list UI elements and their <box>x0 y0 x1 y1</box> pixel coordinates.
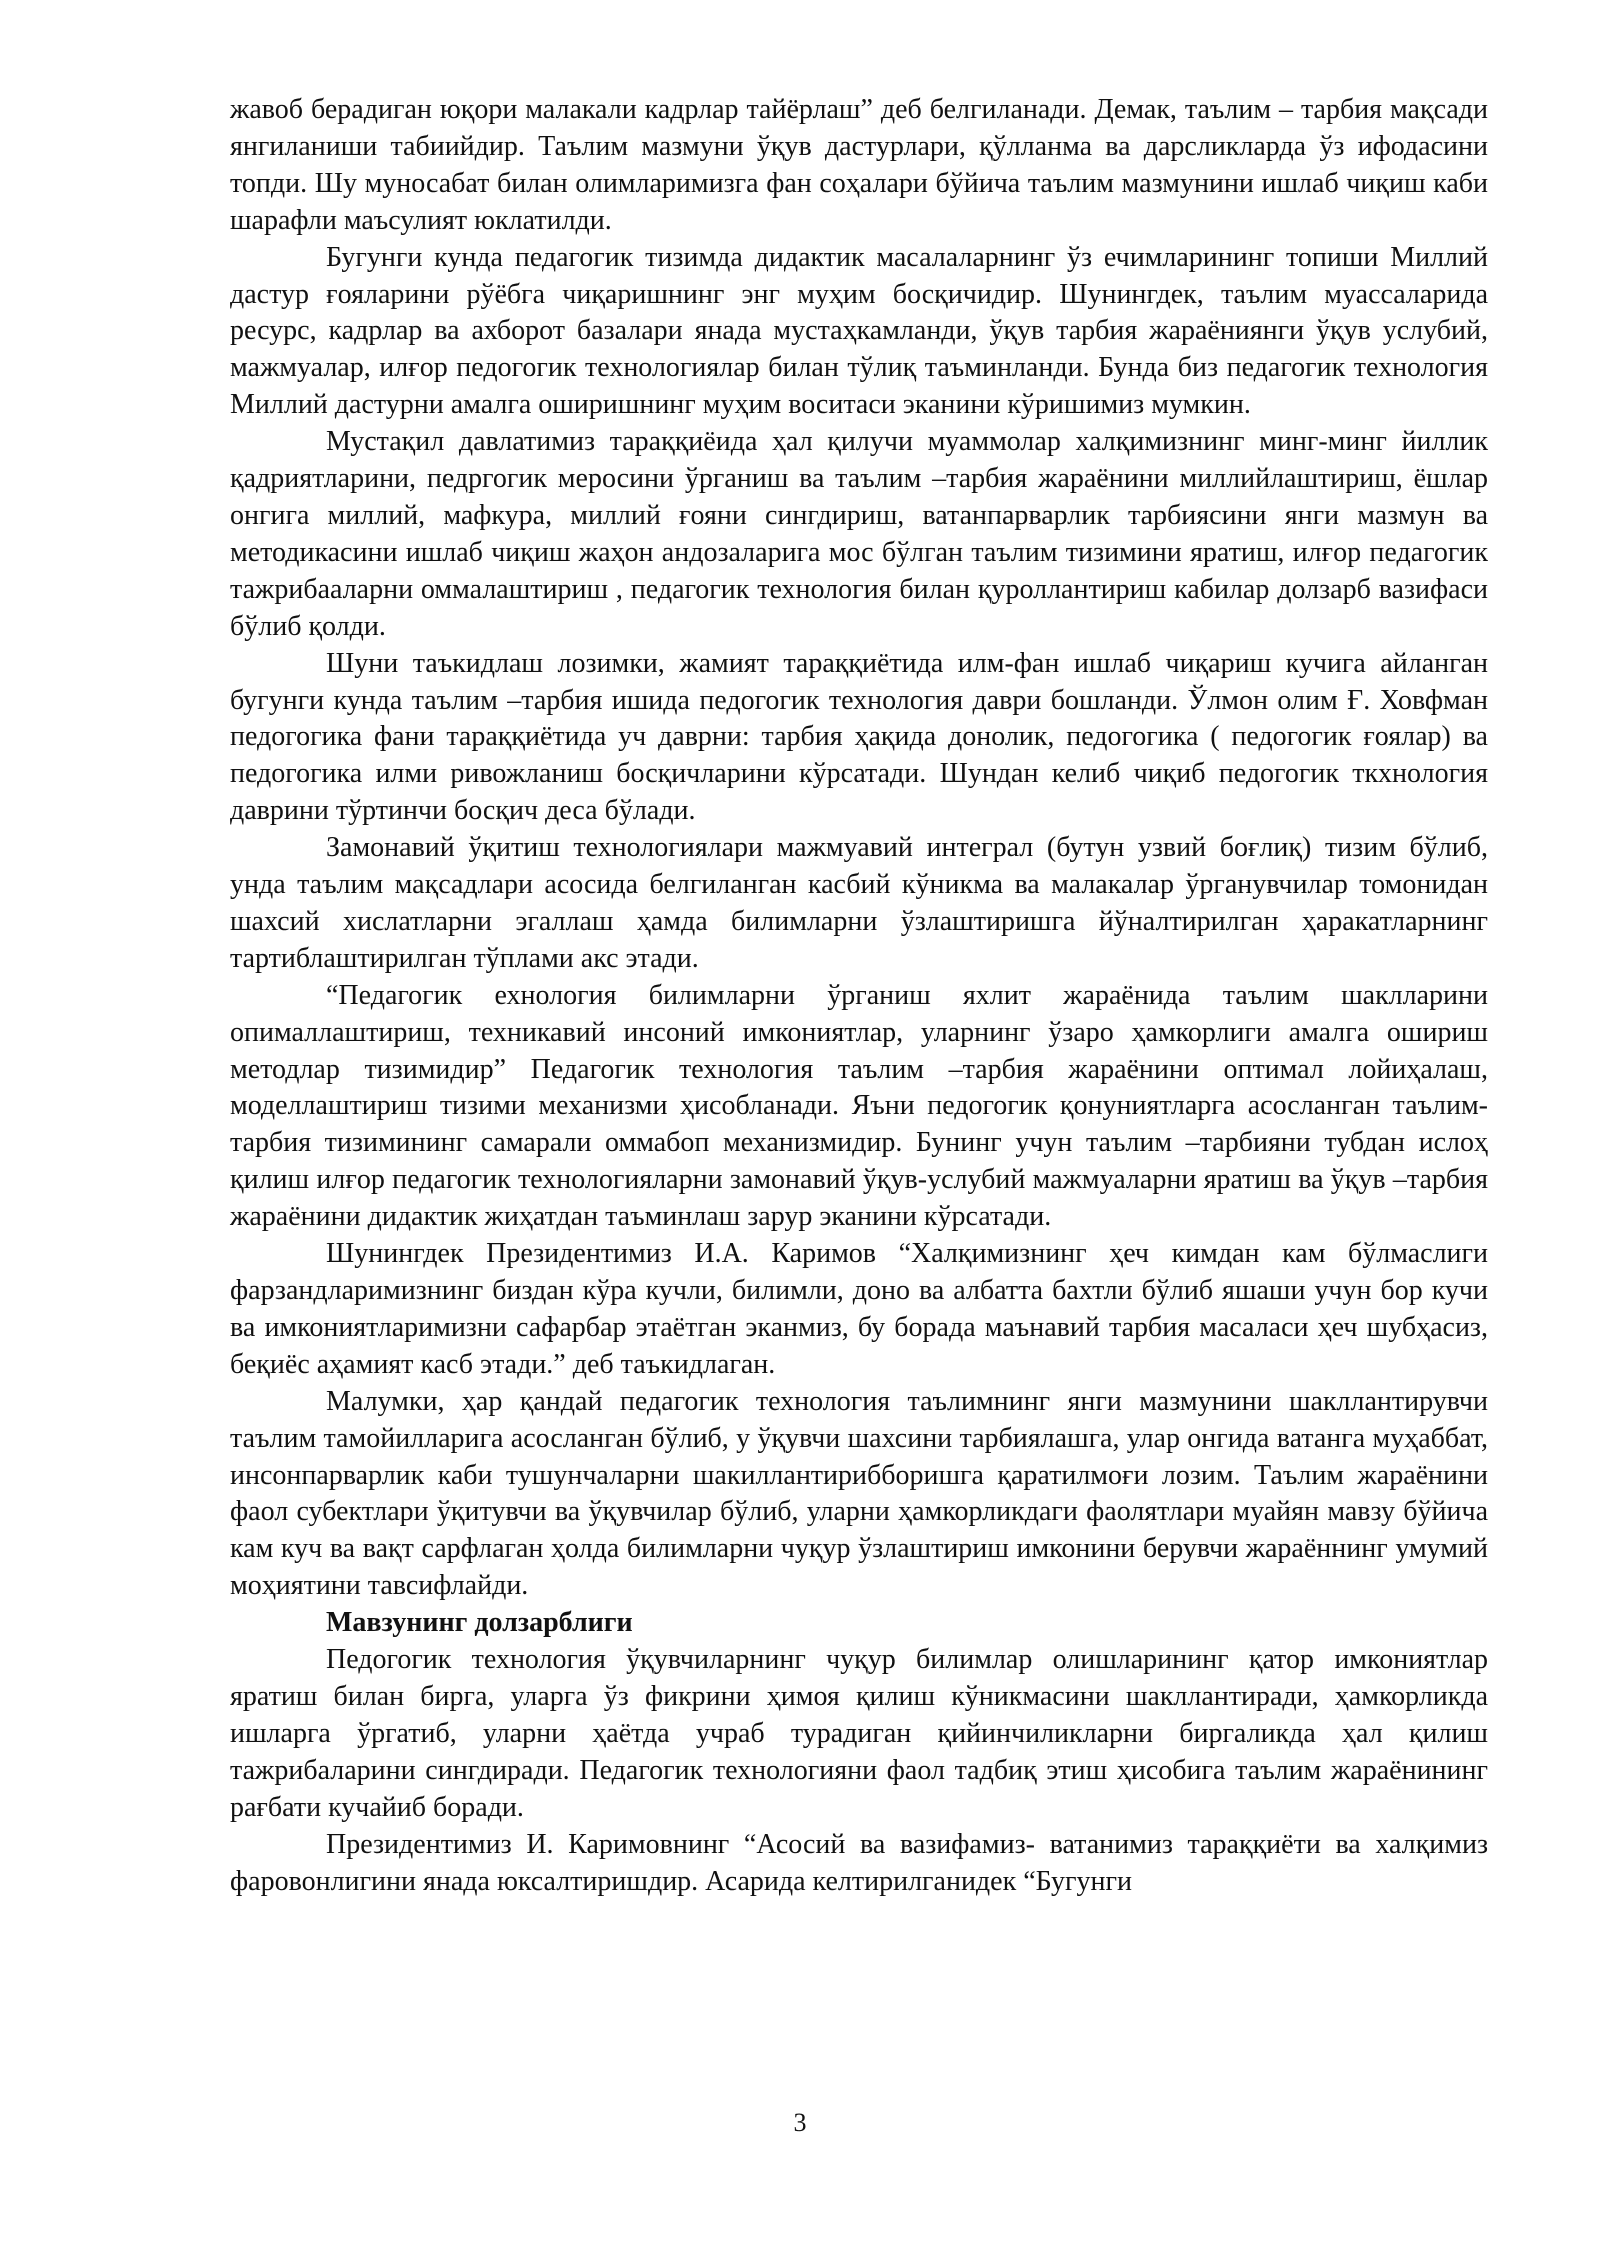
paragraph: Замонавий ўқитиш технологиялари мажмуавий интеграл (бутун узвий боғлиқ) тизим бўлиб, унда таълим мақсадлари асосида белгиланган касбий кўникма ва малакалар ўрганувчилар томонидан шахсий хислатларни эгаллаш ҳамда билимларни ўзлаштиришга йўналтирилган ҳаракатларнинг тартиблаштирилган тўплами акс этади. <box>230 832 1488 974</box>
paragraph: Президентимиз И. Каримовнинг “Асосий ва вазифамиз- ватанимиз тараққиёти ва халқимиз фаровонлигини янада юксалтиришдир. Асарида келтирилганидек “Бугунги <box>230 1828 1488 1897</box>
paragraph: Малумки, ҳар қандай педагогик технология таълимнинг янги мазмунини шакллантирувчи таълим тамойилларига асосланган бўлиб, у ўқувчи шахсини тарбиялашга, улар онгида ватанга муҳаббат, инсонпарварлик каби тушунчаларни шакиллантирибборишга қаратилмоғи лозим. Таълим жараёнини фаол субектлари ўқитувчи ва ўқувчилар бўлиб, уларни ҳамкорликдаги фаолятлари муайян мавзу бўйича кам куч ва вақт сарфлаган ҳолда билимларни чуқур ўзлаштириш имконини берувчи жараённинг умумий моҳиятини тавсифлайди. <box>230 1385 1488 1602</box>
paragraph: жавоб берадиган юқори малакали кадрлар тайёрлаш” деб белгиланади. Демак, таълим – тарбия мақсади янгиланиши табиийдир. Таълим мазмуни ўқув дастурлари, қўлланма ва дарсликларда ўз ифодасини топди. Шу муносабат билан олимларимизга фан соҳалари бўйича таълим мазмунини ишлаб чиқиш каби шарафли маъсулият юклатилди. <box>230 94 1488 236</box>
paragraph: Шунингдек Президентимиз И.А. Каримов “Халқимизнинг ҳеч кимдан кам бўлмаслиги фарзандларимизнинг биздан кўра кучли, билимли, доно ва албатта бахтли бўлиб яшаши учун бор кучи ва имкониятларимизни сафарбар этаётган эканмиз, бу борада маънавий тарбия масаласи ҳеч шубҳасиз, беқиёс аҳамият касб этади.” деб таъкидлаган. <box>230 1238 1488 1380</box>
paragraph: Бугунги кунда педагогик тизимда дидактик масалаларнинг ўз ечимларининг топиши Миллий дастур ғояларини рўёбга чиқаришнинг энг муҳим босқичидир. Шунингдек, таълим муассаларида ресурс, кадрлар ва ахборот базалари янада мустаҳкамланди, ўқув тарбия жараёниянги ўқув услубий, мажмуалар, илғор педогогик технологиялар билан тўлиқ таъминланди. Бунда биз педагогик технология Миллий дастурни амалга оширишнинг муҳим воситаси эканини кўришимиз мумкин. <box>230 241 1488 421</box>
paragraph: Шуни таъкидлаш лозимки, жамият тараққиётида илм-фан ишлаб чиқариш кучига айланган бугунги кунда таълим –тарбия ишида педогогик технология даври бошланди. Ўлмон олим Ғ. Ховфман педогогика фани тараққиётида уч даврни: тарбия ҳақида донолик, педогогика ( педогогик ғоялар) ва педогогика илми ривожланиш босқичларини кўрсатади. Шундан келиб чиқиб педогогик ткхнология даврини тўртинчи босқич деса бўлади. <box>230 647 1488 827</box>
document-body <box>230 92 1488 1900</box>
paragraph: Мустақил давлатимиз тараққиёида ҳал қилучи муаммолар халқимизнинг минг-минг йиллик қадриятларини, педргогик меросини ўрганиш ва таълим –тарбия жараёнини миллийлаштириш, ёшлар онгига миллий, мафкура, миллий ғояни сингдириш, ватанпарварлик тарбиясини янги мазмун ва методикасини ишлаб чиқиш жаҳон андозаларига мос бўлган таълим тизимини яратиш, илғор педагогик тажрибааларни оммалаштириш , педагогик технология билан қуроллантириш кабилар долзарб вазифаси бўлиб қолди. <box>230 426 1488 642</box>
page-number: 3 <box>793 2108 807 2137</box>
paragraph: “Педагогик ехнология билимларни ўрганиш яхлит жараёнида таълим шаклларини опималлаштириш, техникавий инсоний имкониятлар, уларнинг ўзаро ҳамкорлиги амалга ошириш методлар тизимидир” Педагогик технология таълим –тарбия жараёнини оптимал лойиҳалаш, моделлаштириш тизими механизми ҳисобланади. Яъни педогогик қонуниятларга асосланган таълим-тарбия тизимининг самарали оммабоп механизмидир. Бунинг учун таълим –тарбияни тубдан ислоҳ қилиш илғор педагогик технологияларни замонавий ўқув-услубий мажмуаларни яратиш ва ўқув –тарбия жараёнини дидактик жиҳатдан таъминлаш зарур эканини кўрсатади. <box>230 979 1488 1233</box>
section-heading: Мавзунинг долзарблиги <box>326 1607 633 1639</box>
paragraph: Педогогик технология ўқувчиларнинг чуқур билимлар олишларининг қатор имкониятлар яратиш билан бирга, уларга ўз фикрини ҳимоя қилиш кўникмасини шакллантиради, ҳамкорликда ишларга ўргатиб, уларни ҳаётда учраб турадиган қийинчиликларни биргаликда ҳал қилиш тажрибаларини сингдиради. Педагогик технологияни фаол тадбиқ этиш ҳисобига таълим жараёнининг рағбати кучайиб боради. <box>230 1644 1488 1823</box>
